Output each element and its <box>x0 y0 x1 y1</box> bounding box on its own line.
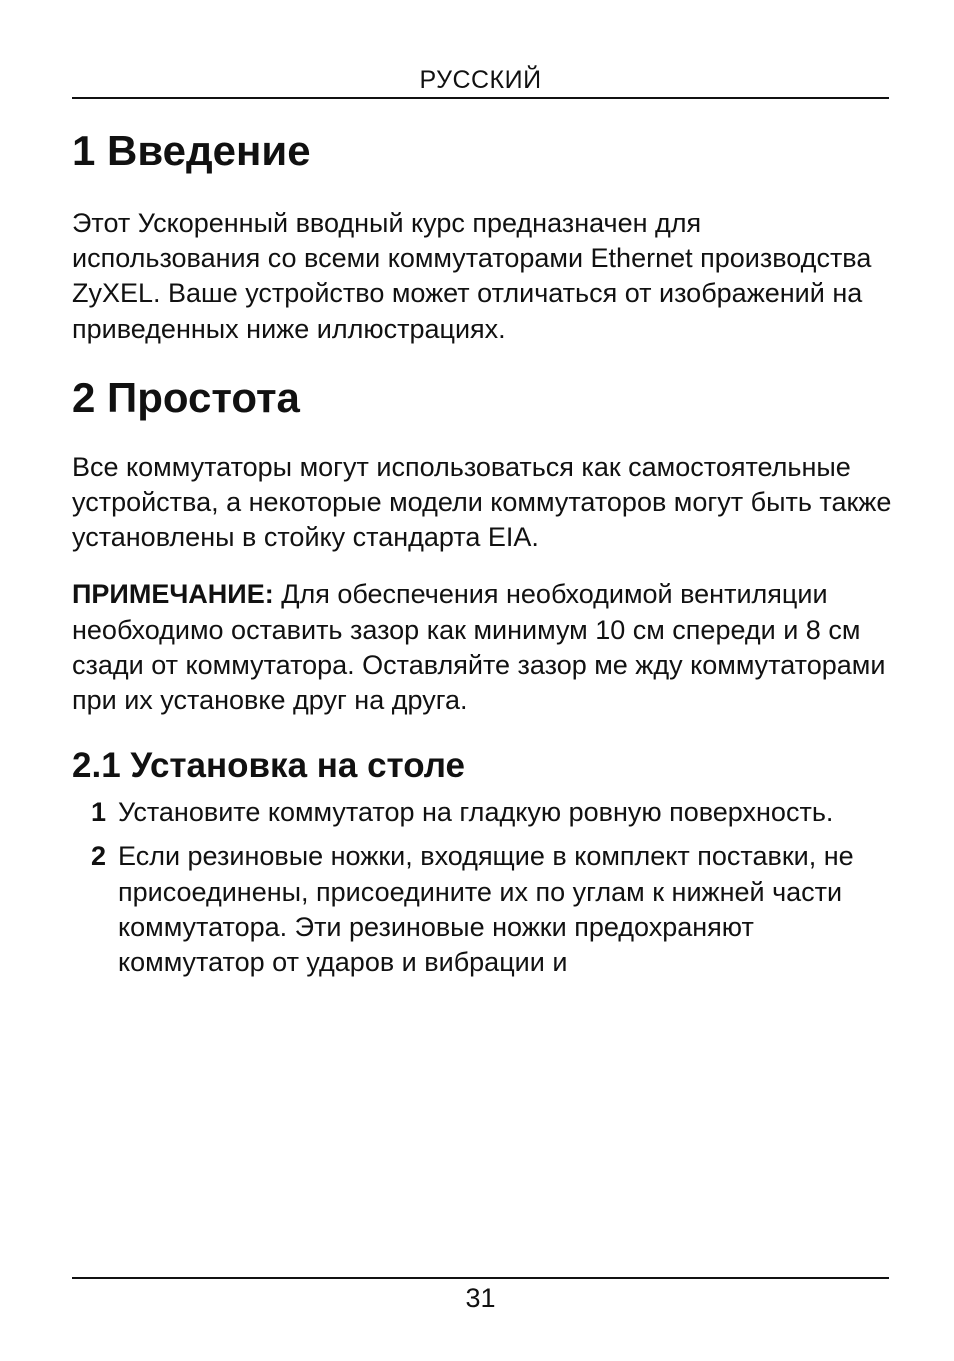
footer-rule <box>72 1277 889 1279</box>
list-item <box>72 839 892 980</box>
simplicity-paragraph: Все коммутаторы могут использоваться как самостоятельные устройства, а некоторые модели коммутаторов могут быть также установлены в стойку стандарта EIA. <box>72 451 892 553</box>
step-text: Установите коммутатор на гладкую ровную поверхность. <box>118 797 834 828</box>
section-title-introduction: 1 Введение <box>72 127 311 174</box>
header-rule <box>72 97 889 99</box>
list-item <box>72 795 892 830</box>
running-header: РУССКИЙ <box>419 66 542 94</box>
page-content <box>72 126 892 989</box>
introduction-paragraph: Этот Ускоренный вводный курс предназначен для использования со всеми коммутаторами Ethernet производства ZyXEL. Ваше устройство может отличаться от изображений на приведенных ниже иллюстрациях. <box>72 208 872 344</box>
step-text: Если резиновые ножки, входящие в комплект поставки, не присоединены, присоедините их по углам к нижней части коммутатора. Эти резиновые ножки предохраняют коммутатор от ударов и вибрации и <box>118 841 854 978</box>
step-number: 1 <box>90 797 106 828</box>
step-number: 2 <box>90 841 106 872</box>
subsection-title-desktop: 2.1 Установка на столе <box>72 746 465 786</box>
page-number: 31 <box>465 1283 496 1313</box>
section-title-simplicity: 2 Простота <box>72 373 300 421</box>
note-label: ПРИМЕЧАНИЕ: <box>72 579 274 610</box>
ventilation-note <box>72 577 892 718</box>
installation-steps <box>72 795 892 980</box>
note-text: Для обеспечения необходимой вентиляции необходимо оставить зазор как минимум 10 см спереди и 8 см сзади от коммутатора. Оставляйте зазор ме жду коммутаторами при их установке друг на друга. <box>72 579 886 716</box>
